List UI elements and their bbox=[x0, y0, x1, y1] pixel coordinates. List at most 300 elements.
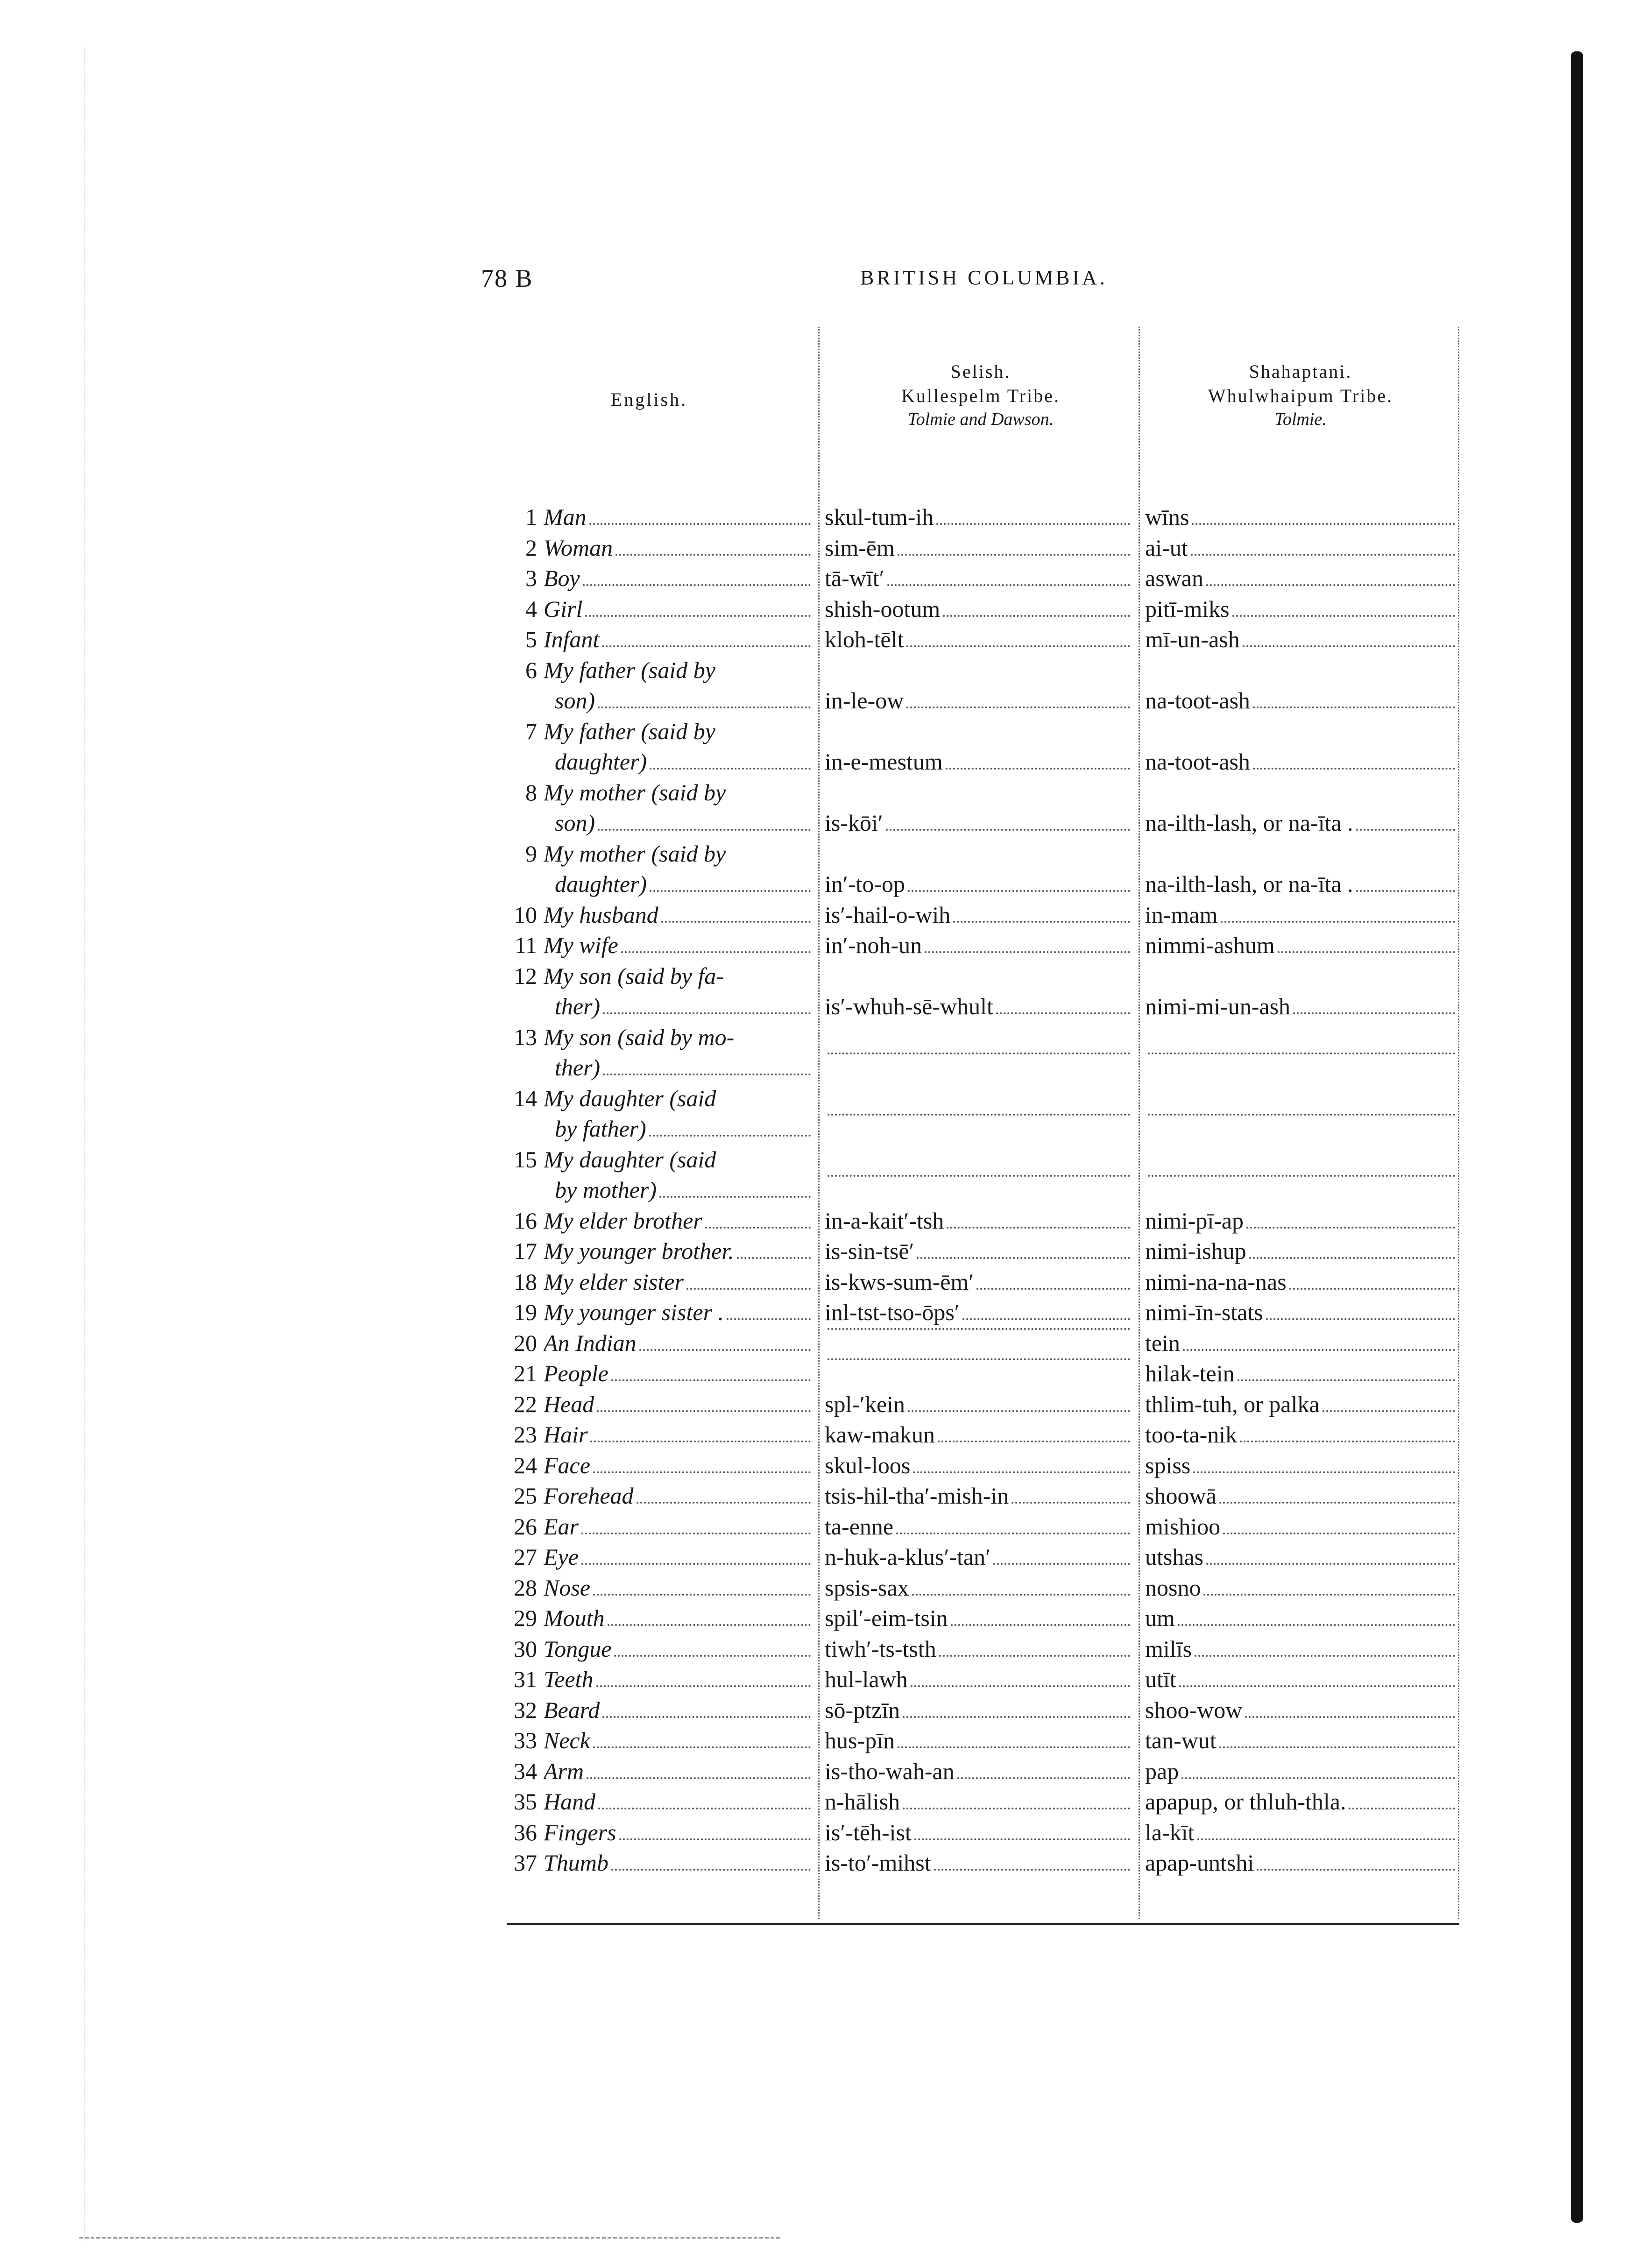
row-number: 15 bbox=[514, 1146, 537, 1173]
english-term-text: My younger brother. bbox=[544, 1238, 734, 1264]
table-row bbox=[481, 1512, 1462, 1542]
leader-dots bbox=[659, 1196, 811, 1198]
leader-dots bbox=[828, 1328, 1130, 1330]
leader-dots bbox=[1266, 1318, 1455, 1320]
leader-dots bbox=[1232, 615, 1455, 617]
shahaptani-term-text: apapup, or thluh-thla. bbox=[1145, 1788, 1346, 1815]
selish-term bbox=[817, 1542, 1138, 1573]
leader-dots bbox=[1206, 1563, 1455, 1565]
row-number bbox=[481, 1175, 544, 1206]
leader-dots bbox=[598, 1808, 811, 1809]
table-row bbox=[481, 1328, 1462, 1359]
table-row bbox=[481, 1297, 1462, 1328]
row-number: 24 bbox=[514, 1452, 537, 1478]
english-term bbox=[544, 961, 817, 992]
selish-term bbox=[817, 1573, 1138, 1604]
leader-dots bbox=[1293, 1012, 1455, 1014]
table-row bbox=[481, 1573, 1462, 1604]
leader-dots bbox=[914, 1838, 1130, 1840]
shahaptani-term bbox=[1138, 533, 1457, 564]
selish-term-text: n-hālish bbox=[825, 1788, 900, 1815]
row-number: 14 bbox=[514, 1085, 537, 1111]
leader-dots bbox=[639, 1349, 811, 1351]
english-term-text: My husband bbox=[544, 901, 658, 928]
english-term-text: My elder brother bbox=[544, 1207, 702, 1234]
leader-dots bbox=[1249, 1257, 1455, 1259]
english-term-text: Mouth bbox=[544, 1605, 605, 1631]
selish-term-text: is-sin-tsē′ bbox=[825, 1238, 914, 1264]
shahaptani-term bbox=[1138, 1634, 1457, 1665]
table-row bbox=[481, 594, 1462, 625]
row-number bbox=[481, 869, 544, 900]
shahaptani-term-text: nosno bbox=[1145, 1574, 1201, 1601]
leader-dots bbox=[903, 1808, 1130, 1809]
selish-term-text: shish-ootum bbox=[825, 595, 941, 622]
leader-dots bbox=[727, 1318, 811, 1320]
leader-dots bbox=[1206, 584, 1455, 586]
leader-dots bbox=[906, 645, 1130, 647]
header-selish bbox=[822, 360, 1139, 431]
table-row bbox=[481, 747, 1462, 777]
english-term-text: Teeth bbox=[544, 1666, 594, 1692]
table-row bbox=[481, 1145, 1462, 1175]
leader-dots bbox=[619, 1838, 811, 1840]
selish-term-text: is-tho-wah-an bbox=[825, 1758, 955, 1784]
leader-dots bbox=[1179, 1685, 1455, 1687]
shahaptani-term-text: shoowā bbox=[1145, 1483, 1217, 1509]
shahaptani-term-text: pitī-miks bbox=[1145, 595, 1230, 622]
selish-term bbox=[817, 533, 1138, 564]
selish-term bbox=[817, 869, 1138, 900]
leader-dots bbox=[886, 829, 1130, 831]
shahaptani-term bbox=[1138, 1542, 1457, 1573]
shahaptani-term-text: utīt bbox=[1145, 1666, 1176, 1692]
selish-term bbox=[817, 1236, 1138, 1267]
table-row bbox=[481, 991, 1462, 1022]
row-number: 4 bbox=[525, 595, 537, 622]
leader-dots bbox=[1356, 890, 1455, 892]
english-term bbox=[544, 1542, 817, 1573]
english-term bbox=[544, 1603, 817, 1634]
shahaptani-term bbox=[1138, 777, 1457, 808]
table-row bbox=[481, 839, 1462, 869]
leader-dots bbox=[686, 1288, 811, 1290]
english-term bbox=[544, 1450, 817, 1481]
leader-dots bbox=[1240, 1441, 1455, 1442]
english-term bbox=[544, 1267, 817, 1298]
leader-dots bbox=[602, 1716, 811, 1718]
row-number: 33 bbox=[514, 1727, 537, 1753]
english-term bbox=[544, 1787, 817, 1817]
header-english-title: English. bbox=[610, 389, 688, 410]
leader-dots bbox=[1191, 554, 1455, 556]
selish-term bbox=[817, 1114, 1138, 1145]
selish-term bbox=[817, 1389, 1138, 1420]
english-term-text: Boy bbox=[544, 565, 580, 591]
table-row bbox=[481, 563, 1462, 594]
leader-dots bbox=[911, 1685, 1130, 1687]
english-term-text: An Indian bbox=[544, 1329, 637, 1356]
shahaptani-term bbox=[1138, 1817, 1457, 1848]
leader-dots bbox=[593, 1746, 811, 1748]
leader-dots bbox=[898, 1746, 1130, 1748]
leader-dots bbox=[947, 1227, 1130, 1229]
leader-dots bbox=[1203, 1594, 1455, 1596]
english-term-text: Forehead bbox=[544, 1483, 634, 1509]
selish-term bbox=[817, 1022, 1138, 1053]
shahaptani-term bbox=[1138, 839, 1457, 869]
selish-term-text: spl-′kein bbox=[825, 1391, 905, 1417]
leader-dots bbox=[593, 1594, 811, 1596]
selish-term-text: is′-tēh-ist bbox=[825, 1819, 912, 1845]
selish-term-text: tsis-hil-tha′-mish-in bbox=[825, 1483, 1009, 1509]
page-number: 78 B bbox=[481, 264, 533, 292]
selish-term bbox=[817, 1175, 1138, 1206]
shahaptani-term bbox=[1138, 563, 1457, 594]
header-selish-subtitle: Kullespelm Tribe. bbox=[901, 385, 1060, 406]
leader-dots bbox=[934, 1869, 1130, 1871]
leader-dots bbox=[1278, 951, 1455, 953]
leader-dots bbox=[1148, 1053, 1455, 1054]
selish-term bbox=[817, 1053, 1138, 1083]
row-number: 21 bbox=[514, 1360, 537, 1386]
table-row bbox=[481, 1175, 1462, 1206]
row-number: 29 bbox=[514, 1605, 537, 1631]
leader-dots bbox=[615, 554, 811, 556]
english-term-text: Nose bbox=[544, 1574, 590, 1601]
leader-dots bbox=[587, 1777, 811, 1779]
selish-term-text: in-e-mestum bbox=[825, 749, 943, 775]
table-row bbox=[481, 1389, 1462, 1420]
shahaptani-term bbox=[1138, 1848, 1457, 1879]
selish-term bbox=[817, 961, 1138, 992]
selish-term bbox=[817, 1083, 1138, 1114]
leader-dots bbox=[1245, 1716, 1455, 1718]
shahaptani-term-text: na-ilth-lash, or na-īta . bbox=[1145, 871, 1353, 897]
selish-term bbox=[817, 1358, 1138, 1389]
leader-dots bbox=[951, 1624, 1130, 1626]
selish-term-text: in′-to-op bbox=[825, 871, 905, 897]
english-term-text: Woman bbox=[544, 534, 613, 561]
english-term-text: Tongue bbox=[544, 1635, 612, 1662]
leader-dots bbox=[828, 1358, 1130, 1360]
shahaptani-term bbox=[1138, 1481, 1457, 1512]
header-selish-title: Selish. bbox=[950, 361, 1011, 382]
row-number bbox=[481, 747, 544, 777]
leader-dots bbox=[593, 1471, 811, 1473]
leader-dots bbox=[976, 1288, 1130, 1290]
leader-dots bbox=[908, 890, 1130, 892]
row-number: 23 bbox=[514, 1421, 537, 1448]
shahaptani-term bbox=[1138, 1756, 1457, 1787]
leader-dots bbox=[1257, 1869, 1455, 1871]
english-term bbox=[544, 1481, 817, 1512]
leader-dots bbox=[946, 768, 1130, 770]
leader-dots bbox=[912, 1594, 1130, 1596]
english-term bbox=[544, 1328, 817, 1359]
leader-dots bbox=[925, 951, 1130, 953]
leader-dots bbox=[598, 707, 811, 708]
shahaptani-term bbox=[1138, 1236, 1457, 1267]
leader-dots bbox=[603, 1074, 811, 1075]
shahaptani-term-text: tein bbox=[1145, 1329, 1180, 1356]
selish-term bbox=[817, 1328, 1138, 1359]
leader-dots bbox=[906, 707, 1130, 708]
shahaptani-term bbox=[1138, 1787, 1457, 1817]
english-term-text: My daughter (said bbox=[544, 1085, 716, 1111]
english-term bbox=[544, 900, 817, 931]
selish-term-text: n-huk-a-klus′-tan′ bbox=[825, 1544, 991, 1570]
english-term-text: My elder sister bbox=[544, 1268, 684, 1295]
table-row bbox=[481, 1787, 1462, 1817]
english-term bbox=[544, 1145, 817, 1175]
scan-speckle bbox=[84, 47, 169, 2241]
table-row bbox=[481, 1083, 1462, 1114]
table-row bbox=[481, 930, 1462, 961]
table-row bbox=[481, 1267, 1462, 1298]
leader-dots bbox=[614, 1655, 811, 1657]
leader-dots bbox=[611, 1869, 811, 1871]
leader-dots bbox=[1219, 1746, 1455, 1748]
english-term-text: My father (said by bbox=[544, 718, 715, 744]
table-row bbox=[481, 1053, 1462, 1083]
row-number: 9 bbox=[525, 840, 537, 867]
row-number: 35 bbox=[514, 1788, 537, 1815]
selish-term-text: hul-lawh bbox=[825, 1666, 908, 1692]
selish-term-text: in′-noh-un bbox=[825, 932, 922, 958]
shahaptani-term bbox=[1138, 1512, 1457, 1542]
english-term-text: Man bbox=[544, 504, 587, 530]
selish-term bbox=[817, 1603, 1138, 1634]
shahaptani-term-text: tan-wut bbox=[1145, 1727, 1217, 1753]
leader-dots bbox=[996, 1012, 1130, 1014]
leader-dots bbox=[903, 1716, 1130, 1718]
english-term bbox=[544, 930, 817, 961]
english-term-text: My daughter (said bbox=[544, 1146, 716, 1173]
english-term bbox=[544, 839, 817, 869]
english-term-text: Head bbox=[544, 1391, 594, 1417]
table-row bbox=[481, 1114, 1462, 1145]
table-row bbox=[481, 1236, 1462, 1267]
header-shahaptani-authors: Tolmie. bbox=[1274, 410, 1327, 429]
shahaptani-term bbox=[1138, 594, 1457, 625]
leader-dots bbox=[962, 1318, 1130, 1320]
selish-term bbox=[817, 1817, 1138, 1848]
table-row bbox=[481, 1634, 1462, 1665]
leader-dots bbox=[1193, 1471, 1455, 1473]
row-number: 7 bbox=[525, 718, 537, 744]
leader-dots bbox=[953, 921, 1130, 923]
shahaptani-term bbox=[1138, 1664, 1457, 1695]
selish-term-text: in-le-ow bbox=[825, 687, 904, 714]
english-term bbox=[544, 1083, 817, 1114]
row-number: 32 bbox=[514, 1696, 537, 1723]
header-shahaptani-subtitle: Whulwhaipum Tribe. bbox=[1208, 385, 1393, 406]
english-term-text: Neck bbox=[544, 1727, 590, 1753]
shahaptani-term-text: in-mam bbox=[1145, 901, 1218, 928]
shahaptani-term-text: na-toot-ash bbox=[1145, 749, 1250, 775]
leader-dots bbox=[1243, 645, 1455, 647]
leader-dots bbox=[611, 1379, 811, 1381]
header-shahaptani-title: Shahaptani. bbox=[1249, 361, 1352, 382]
shahaptani-term-text: utshas bbox=[1145, 1544, 1203, 1570]
row-number: 6 bbox=[525, 657, 537, 683]
leader-dots bbox=[705, 1227, 811, 1229]
shahaptani-term bbox=[1138, 1420, 1457, 1450]
row-number: 11 bbox=[514, 932, 537, 958]
selish-term bbox=[817, 777, 1138, 808]
table-row bbox=[481, 655, 1462, 686]
english-term-text: Hair bbox=[544, 1421, 588, 1448]
shahaptani-term bbox=[1138, 961, 1457, 992]
shahaptani-term-text: ai-ut bbox=[1145, 534, 1188, 561]
selish-term bbox=[817, 991, 1138, 1022]
table-row bbox=[481, 502, 1462, 533]
row-number bbox=[481, 808, 544, 839]
leader-dots bbox=[943, 615, 1130, 617]
english-term-text: daughter) bbox=[555, 871, 647, 897]
row-number bbox=[481, 991, 544, 1022]
shahaptani-term-text: na-toot-ash bbox=[1145, 687, 1250, 714]
selish-term bbox=[817, 1481, 1138, 1512]
row-number: 12 bbox=[514, 962, 537, 989]
selish-term bbox=[817, 1512, 1138, 1542]
table-row bbox=[481, 1603, 1462, 1634]
english-term-text: Hand bbox=[544, 1788, 596, 1815]
column-headers bbox=[481, 327, 1462, 486]
shahaptani-term bbox=[1138, 1053, 1457, 1083]
selish-term-text: is-kōi′ bbox=[825, 810, 883, 836]
english-term bbox=[544, 1573, 817, 1604]
shahaptani-term-text: spiss bbox=[1145, 1452, 1191, 1478]
english-term-text: Eye bbox=[544, 1544, 579, 1570]
english-term bbox=[544, 1634, 817, 1665]
shahaptani-term-text: nimmi-ashum bbox=[1145, 932, 1275, 958]
shahaptani-term-text: la-kīt bbox=[1145, 1819, 1195, 1845]
selish-term bbox=[817, 1695, 1138, 1726]
shahaptani-term-text: hilak-tein bbox=[1145, 1360, 1235, 1386]
english-term-text: by mother) bbox=[555, 1177, 657, 1203]
english-term bbox=[544, 685, 817, 716]
english-term-text: My father (said by bbox=[544, 657, 715, 683]
english-term bbox=[544, 1695, 817, 1726]
row-number: 19 bbox=[514, 1299, 537, 1325]
selish-term bbox=[817, 808, 1138, 839]
shahaptani-term bbox=[1138, 1450, 1457, 1481]
shahaptani-term bbox=[1138, 624, 1457, 655]
table-row bbox=[481, 1725, 1462, 1756]
shahaptani-term bbox=[1138, 808, 1457, 839]
english-term-text: People bbox=[544, 1360, 608, 1386]
leader-dots bbox=[1356, 829, 1455, 831]
table-row bbox=[481, 1450, 1462, 1481]
selish-term bbox=[817, 655, 1138, 686]
selish-term bbox=[817, 900, 1138, 931]
english-term bbox=[544, 594, 817, 625]
selish-term-text: is-kws-sum-ēm′ bbox=[825, 1268, 974, 1295]
selish-term-text: spil′-eim-tsin bbox=[825, 1605, 948, 1631]
leader-dots bbox=[650, 890, 811, 892]
leader-dots bbox=[621, 951, 811, 953]
selish-term bbox=[817, 1267, 1138, 1298]
leader-dots bbox=[1223, 1533, 1455, 1534]
shahaptani-term-text: shoo-wow bbox=[1145, 1696, 1243, 1723]
row-number: 37 bbox=[514, 1850, 537, 1876]
table-row bbox=[481, 961, 1462, 992]
shahaptani-term-text: thlim-tuh, or palka bbox=[1145, 1391, 1320, 1417]
shahaptani-term bbox=[1138, 1267, 1457, 1298]
row-number: 36 bbox=[514, 1819, 537, 1845]
leader-dots bbox=[590, 1441, 811, 1442]
leader-dots bbox=[737, 1257, 811, 1259]
row-number: 20 bbox=[514, 1329, 537, 1356]
english-term bbox=[544, 1817, 817, 1848]
shahaptani-term-text: nimi-pī-ap bbox=[1145, 1207, 1244, 1234]
english-term bbox=[544, 1206, 817, 1236]
leader-dots bbox=[1181, 1777, 1455, 1779]
running-title: BRITISH COLUMBIA. bbox=[860, 266, 1108, 289]
row-number: 30 bbox=[514, 1635, 537, 1662]
selish-term-text: skul-loos bbox=[825, 1452, 911, 1478]
table-row bbox=[481, 777, 1462, 808]
selish-term bbox=[817, 1450, 1138, 1481]
selish-term bbox=[817, 1145, 1138, 1175]
selish-term-text: tā-wīt′ bbox=[825, 565, 884, 591]
english-term bbox=[544, 869, 817, 900]
leader-dots bbox=[1323, 1410, 1455, 1412]
shahaptani-term bbox=[1138, 1603, 1457, 1634]
english-term-text: Thumb bbox=[544, 1850, 608, 1876]
row-number: 3 bbox=[525, 565, 537, 591]
shahaptani-term bbox=[1138, 1389, 1457, 1420]
selish-term-text: kaw-makun bbox=[825, 1421, 935, 1448]
english-term bbox=[544, 1236, 817, 1267]
english-term bbox=[544, 1848, 817, 1879]
english-term-text: ther) bbox=[555, 993, 601, 1019]
table-row bbox=[481, 1756, 1462, 1787]
scan-edge-bar bbox=[1571, 51, 1583, 2223]
shahaptani-term bbox=[1138, 1083, 1457, 1114]
shahaptani-term-text: um bbox=[1145, 1605, 1175, 1631]
leader-dots bbox=[1192, 523, 1455, 525]
selish-term-text: is′-whuh-sē-whult bbox=[825, 993, 993, 1019]
shahaptani-term-text: milīs bbox=[1145, 1635, 1192, 1662]
leader-dots bbox=[1253, 707, 1455, 708]
shahaptani-term-text: na-ilth-lash, or na-īta . bbox=[1145, 810, 1353, 836]
shahaptani-term bbox=[1138, 1725, 1457, 1756]
selish-term bbox=[817, 1420, 1138, 1450]
english-term bbox=[544, 1053, 817, 1083]
leader-dots bbox=[1238, 1379, 1455, 1381]
leader-dots bbox=[596, 1685, 811, 1687]
english-term bbox=[544, 1664, 817, 1695]
row-number: 18 bbox=[514, 1268, 537, 1295]
shahaptani-term bbox=[1138, 1022, 1457, 1053]
shahaptani-term bbox=[1138, 502, 1457, 533]
table-row bbox=[481, 1481, 1462, 1512]
leader-dots bbox=[957, 1777, 1130, 1779]
row-number: 2 bbox=[525, 534, 537, 561]
leader-dots bbox=[898, 554, 1130, 556]
leader-dots bbox=[1349, 1808, 1455, 1809]
row-number: 5 bbox=[525, 626, 537, 652]
english-term-text: My son (said by fa- bbox=[544, 962, 724, 989]
leader-dots bbox=[896, 1533, 1130, 1534]
leader-dots bbox=[993, 1563, 1130, 1565]
shahaptani-term-text: pap bbox=[1145, 1758, 1179, 1784]
english-term bbox=[544, 808, 817, 839]
selish-term bbox=[817, 930, 1138, 961]
